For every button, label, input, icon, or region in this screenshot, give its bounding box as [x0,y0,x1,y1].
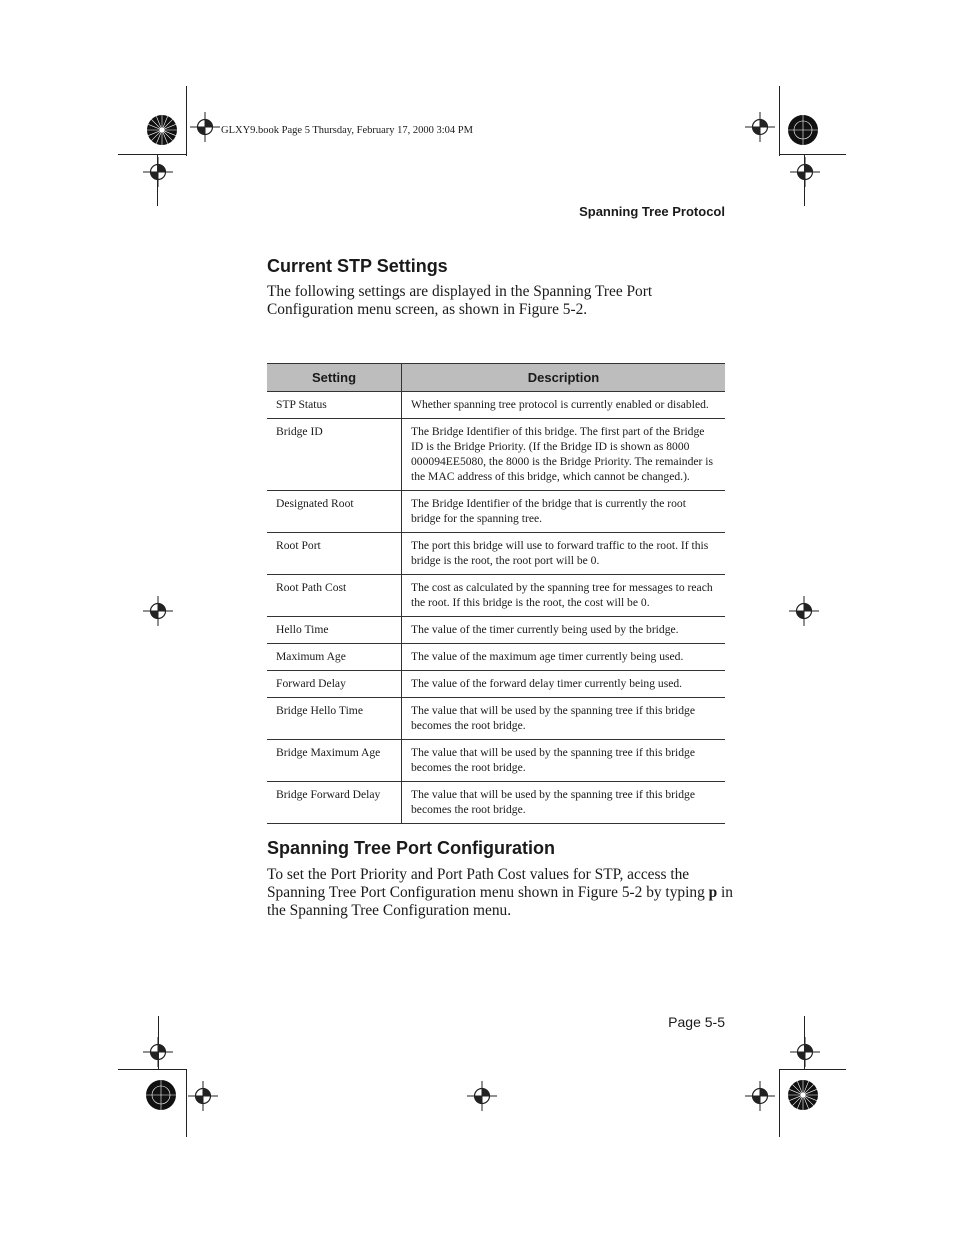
description-cell: The port this bridge will use to forward traffic to the root. If this bridge is the root, the root port will be 0. [402,533,726,575]
registration-target-icon [190,112,220,142]
table-row [267,392,725,419]
description-cell: The value of the maximum age timer currently being used. [402,644,726,671]
table-row [267,491,725,533]
column-header-setting: Setting [267,364,402,392]
section-title-current-stp-settings: Current STP Settings [267,256,448,276]
setting-cell: Bridge Hello Time [267,698,402,740]
table-row [267,698,725,740]
section-intro: The following settings are displayed in the Spanning Tree Port Configuration menu screen, as shown in Figure 5-2. [267,283,653,318]
setting-cell: STP Status [267,392,402,419]
table-row [267,419,725,491]
starburst-registration-icon [787,114,819,146]
table-row [267,782,725,824]
table-row [267,671,725,698]
registration-target-icon [789,596,819,626]
table-row [267,644,725,671]
setting-cell: Bridge Forward Delay [267,782,402,824]
setting-cell: Hello Time [267,617,402,644]
description-cell: The value that will be used by the spanning tree if this bridge becomes the root bridge. [402,740,726,782]
registration-target-icon [143,1037,173,1067]
registration-target-icon [143,596,173,626]
registration-target-icon [745,112,775,142]
description-cell: The value that will be used by the spanning tree if this bridge becomes the root bridge. [402,698,726,740]
registration-target-icon [467,1081,497,1111]
registration-target-icon [790,157,820,187]
registration-target-icon [745,1081,775,1111]
menu-key: p [708,883,718,901]
table-row [267,617,725,644]
setting-cell: Bridge Maximum Age [267,740,402,782]
column-header-description: Description [402,364,726,392]
description-cell: The Bridge Identifier of this bridge. The first part of the Bridge ID is the Bridge Priority. (If the Bridge ID is shown as 8000 000094EE5080, the 8000 is the Bridge Priority. The remainder is the MAC address of this bridge, which cannot be changed.). [402,419,726,491]
description-cell: Whether spanning tree protocol is currently enabled or disabled. [402,392,726,419]
table-row [267,575,725,617]
description-cell: The value that will be used by the spanning tree if this bridge becomes the root bridge. [402,782,726,824]
page-number: Page 5-5 [668,1014,725,1030]
table-row [267,533,725,575]
body-text-before: To set the Port Priority and Port Path Cost values for STP, access the Spanning Tree Port Configuration menu shown in Figure 5-2 by typing [267,866,709,901]
setting-cell: Root Path Cost [267,575,402,617]
description-cell: The Bridge Identifier of the bridge that is currently the root bridge for the spanning tree. [402,491,726,533]
running-head: Spanning Tree Protocol [579,204,725,219]
setting-cell: Bridge ID [267,419,402,491]
description-cell: The value of the forward delay timer currently being used. [402,671,726,698]
section-title-port-configuration: Spanning Tree Port Configuration [267,838,555,858]
starburst-registration-icon [145,1079,177,1111]
registration-target-icon [188,1081,218,1111]
table-row [267,740,725,782]
print-slug: GLXY9.book Page 5 Thursday, February 17, 2000 3:04 PM [221,125,473,136]
setting-cell: Designated Root [267,491,402,533]
section-body [267,866,737,919]
table-header-row [267,364,725,392]
registration-target-icon [790,1037,820,1067]
stp-settings-table [267,363,725,824]
setting-cell: Maximum Age [267,644,402,671]
registration-target-icon [143,157,173,187]
setting-cell: Forward Delay [267,671,402,698]
body-text-after: in the Spanning Tree Configuration menu. [267,883,734,919]
setting-cell: Root Port [267,533,402,575]
description-cell: The value of the timer currently being used by the bridge. [402,617,726,644]
description-cell: The cost as calculated by the spanning tree for messages to reach the root. If this bridge is the root, the cost will be 0. [402,575,726,617]
starburst-registration-icon [146,114,178,146]
starburst-registration-icon [787,1079,819,1111]
